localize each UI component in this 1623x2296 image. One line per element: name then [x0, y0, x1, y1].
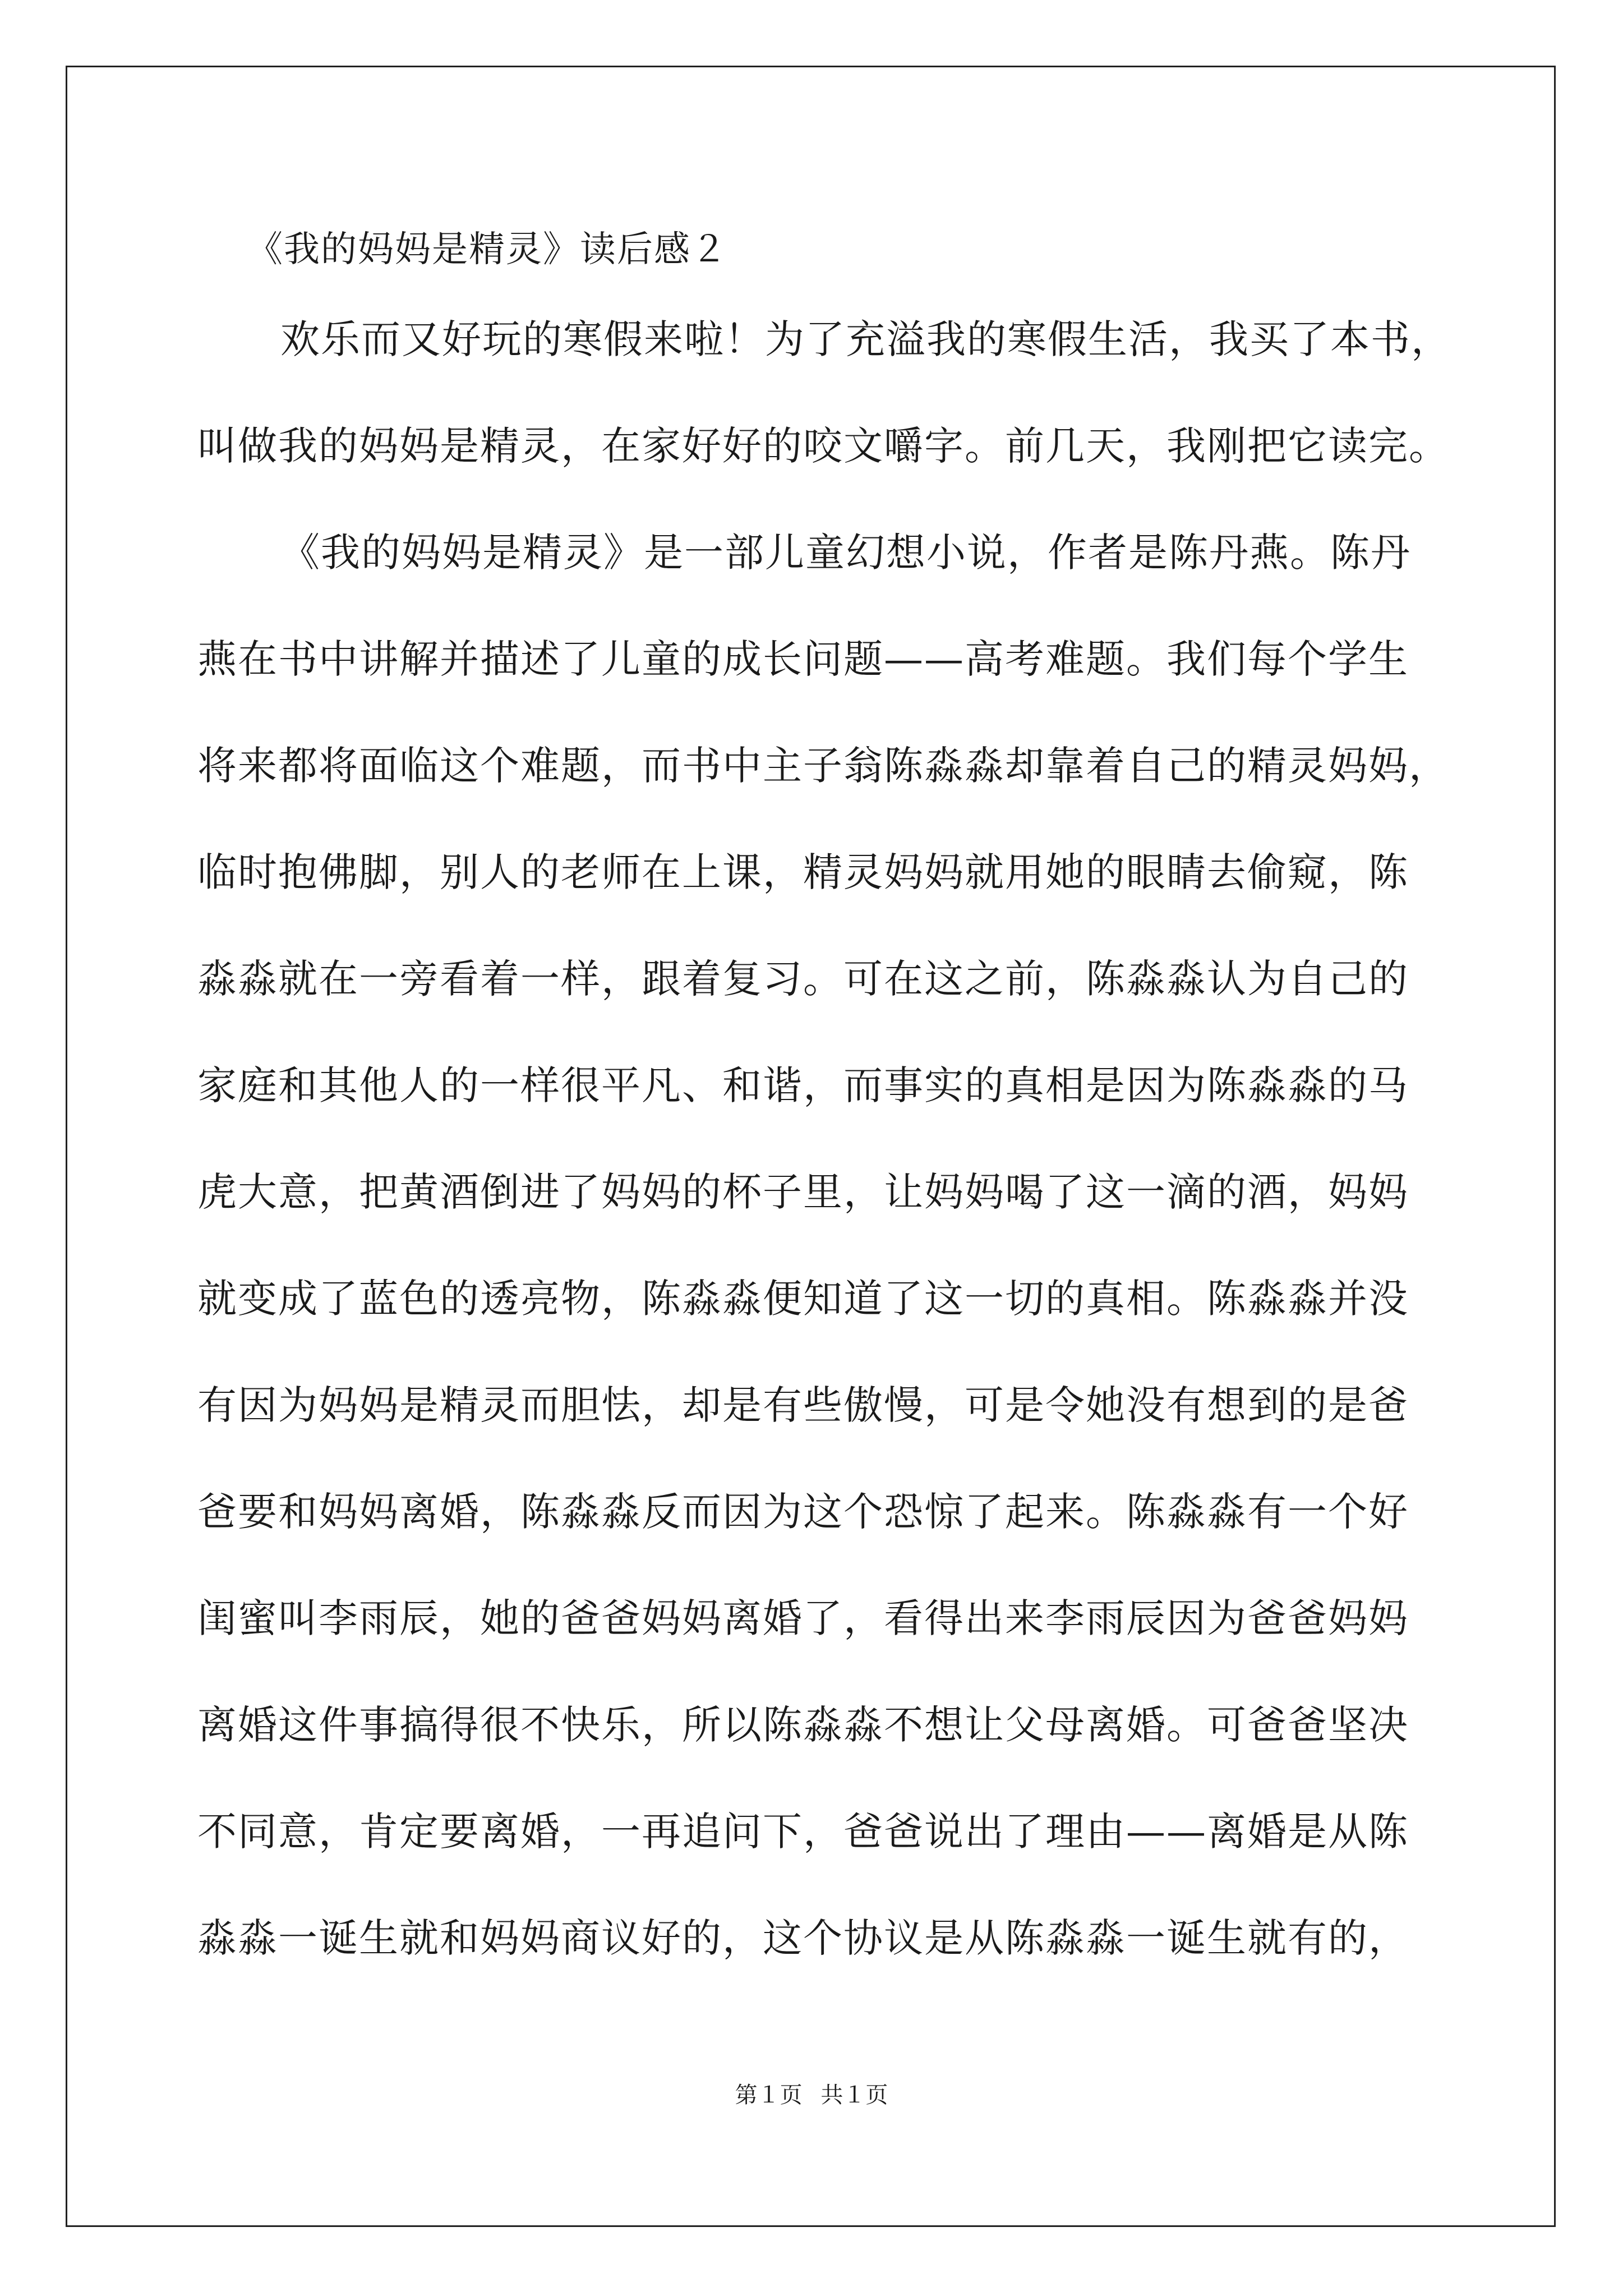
paragraph-line: 闺蜜叫李雨辰，她的爸爸妈妈离婚了，看得出来李雨辰因为爸爸妈妈 [197, 1595, 1409, 1641]
paragraph-line: 就变成了蓝色的透亮物，陈淼淼便知道了这一切的真相。陈淼淼并没 [197, 1276, 1409, 1322]
paragraph-line: 将来都将面临这个难题，而书中主子翁陈淼淼却靠着自己的精灵妈妈， [197, 743, 1449, 789]
paragraph-line: 淼淼一诞生就和妈妈商议好的，这个协议是从陈淼淼一诞生就有的， [197, 1915, 1409, 1961]
paragraph-line: 离婚这件事搞得很不快乐，所以陈淼淼不想让父母离婚。可爸爸坚决 [197, 1702, 1409, 1748]
paragraph-line: 淼淼就在一旁看着一样，跟着复习。可在这之前，陈淼淼认为自己的 [197, 956, 1409, 1002]
paragraph-line: 叫做我的妈妈是精灵，在家好好的咬文嚼字。前几天，我刚把它读完。 [197, 423, 1449, 469]
paragraph-line: 爸要和妈妈离婚，陈淼淼反而因为这个恐惊了起来。陈淼淼有一个好 [197, 1489, 1409, 1535]
paragraph-line: 虎大意，把黄酒倒进了妈妈的杯子里，让妈妈喝了这一滴的酒，妈妈 [197, 1169, 1409, 1215]
page-total: 共１页 [820, 2082, 888, 2108]
document-title: 《我的妈妈是精灵》读后感２ [247, 229, 728, 270]
paragraph-line: 不同意，肯定要离婚，一再追问下，爸爸说出了理由——离婚是从陈 [197, 1809, 1409, 1855]
body-text [197, 286, 1451, 1991]
paragraph-line: 欢乐而又好玩的寒假来啦！为了充溢我的寒假生活，我买了本书， [280, 316, 1451, 362]
paragraph-line: 燕在书中讲解并描述了儿童的成长问题——高考难题。我们每个学生 [197, 636, 1409, 682]
paragraph-line: 家庭和其他人的一样很平凡、和谐，而事实的真相是因为陈淼淼的马 [197, 1062, 1409, 1108]
page-number: 第１页 [735, 2082, 803, 2108]
page-footer [0, 2078, 1623, 2112]
paragraph-line: 临时抱佛脚，别人的老师在上课，精灵妈妈就用她的眼睛去偷窥，陈 [197, 849, 1409, 895]
paragraph-line: 有因为妈妈是精灵而胆怯，却是有些傲慢，可是令她没有想到的是爸 [197, 1382, 1409, 1428]
paragraph-line: 《我的妈妈是精灵》是一部儿童幻想小说，作者是陈丹燕。陈丹 [280, 530, 1411, 576]
